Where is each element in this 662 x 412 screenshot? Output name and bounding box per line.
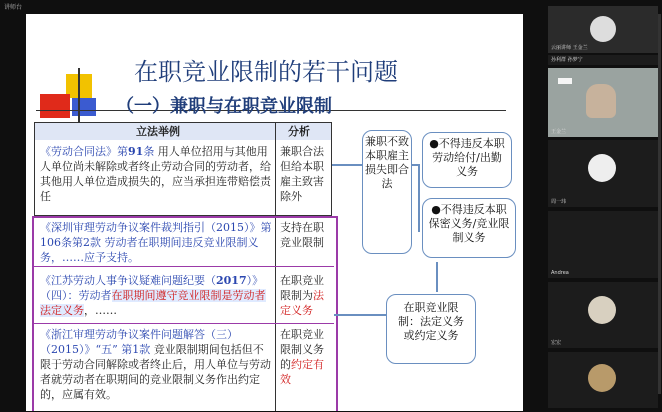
connector-4: [436, 262, 438, 292]
slide-title: 在职竞业限制的若干问题: [134, 58, 398, 86]
participant-name: 云丽讲师 王金兰: [551, 45, 588, 51]
participant-tile-4[interactable]: [548, 140, 658, 207]
video-lamp: [558, 78, 572, 84]
row2-text: 《深圳审理劳动争议案件裁判指引（2015）》第106条第2款 劳动者在职期间违反竞业限制义务，……应予支持。: [40, 221, 272, 264]
row4-analysis: 在职竞业限制义务的约定有效: [280, 328, 324, 386]
row1-analysis: 兼职合法但给本职雇主致害除外: [280, 145, 324, 203]
participant-name: 孙利群 孙梦宁: [551, 57, 583, 63]
connector-5: [334, 314, 388, 316]
bubble-noncompete-duty: 在职竞业限制：法定义务或约定义务: [386, 294, 476, 364]
row3-analysis: 在职竞业限制为法定义务: [280, 274, 324, 317]
row-divider-3: [34, 323, 334, 324]
row3-text: 《江苏劳动人事争议疑难问题纪要（2017）》（四）：劳动者在职期间遵守竞业限制是劳动者法定义务，……: [40, 274, 266, 317]
participant-name: 宏宏: [551, 340, 562, 346]
participant-tile-1[interactable]: [548, 6, 658, 53]
participant-tile-5[interactable]: [548, 211, 658, 278]
avatar: [588, 154, 616, 182]
deco-red-block: [40, 94, 70, 118]
bubble-legal-parttime: 兼职不致本职雇主损失即合法: [362, 130, 412, 254]
bubble-duty-attendance: ●不得违反本职劳动给付/出勤义务: [422, 132, 512, 188]
connector-3: [418, 164, 420, 232]
bubble-duty-confidential: ●不得违反本职保密义务/竞业限制义务: [422, 198, 516, 258]
row1-text: 《劳动合同法》第91条 用人单位招用与其他用人单位尚未解除或者终止劳动合同的劳动者，给其他用人单位造成损失的，应当承担连带赔偿责任: [40, 145, 271, 203]
sidebar-scrollbar[interactable]: [658, 14, 661, 394]
table-header-bg: [35, 123, 331, 140]
participant-tile-6[interactable]: [548, 282, 658, 348]
connector-1: [332, 164, 362, 166]
avatar: [588, 296, 616, 324]
avatar: [588, 364, 616, 392]
slide-subtitle: （一）兼职与在职竞业限制: [116, 96, 332, 117]
app-title: 讲师台: [4, 4, 23, 11]
row4-text: 《浙江审理劳动争议案件问题解答（三）（2015）》“五” 第1款 竞业限制期间包括但不限于劳动合同解除或者终止后，用人单位与劳动者就劳动者在职期间的竞业限制义务作出约定的，应属有效。: [40, 328, 271, 401]
deco-blue-block: [72, 98, 96, 116]
participant-tile-2[interactable]: [548, 55, 658, 65]
table-header-left: 立法举例: [136, 125, 180, 138]
participant-name: 王金兰: [551, 129, 567, 135]
table-header-right: 分析: [288, 125, 310, 138]
participant-name: 周一玮: [551, 199, 567, 205]
video-person: [586, 84, 616, 118]
row2-analysis: 支持在职竞业限制: [280, 221, 324, 249]
participant-name: Andrea: [551, 270, 569, 276]
shared-slide: [26, 14, 523, 411]
row-divider-2: [34, 266, 334, 267]
participant-tile-7[interactable]: [548, 352, 658, 408]
participant-tile-3[interactable]: [548, 68, 658, 137]
avatar: [590, 16, 616, 42]
